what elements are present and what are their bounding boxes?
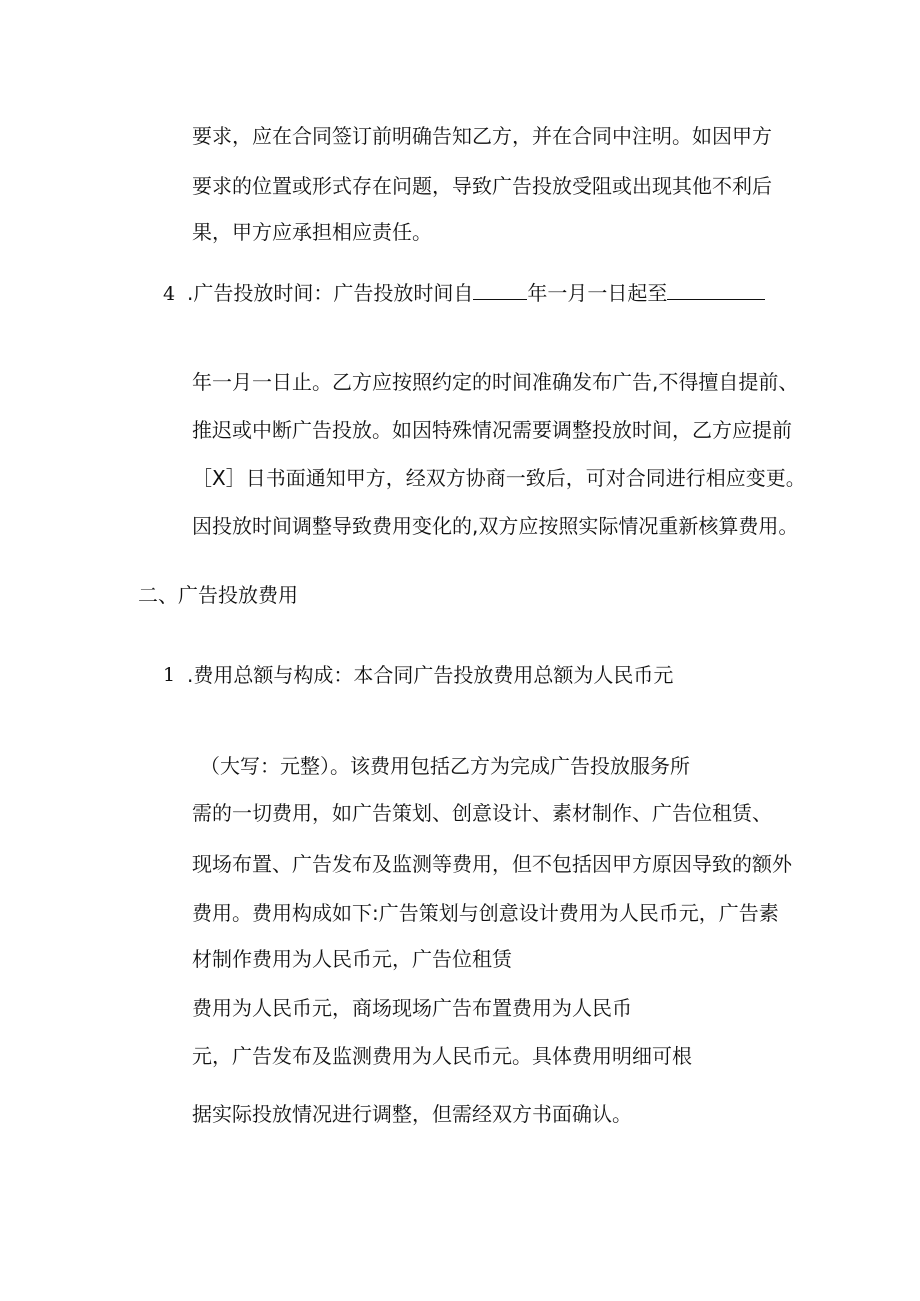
paragraph-line: 要求，应在合同签订前明确告知乙方，并在合同中注明。如因甲方 xyxy=(192,124,772,148)
paragraph-line: ［X］日书面通知甲方，经双方协商一致后，可对合同进行相应变更。 xyxy=(192,466,806,490)
fill-blank xyxy=(473,281,527,300)
item-number: 1 xyxy=(163,664,176,686)
item-4-heading-text-b: 年一月一日起至 xyxy=(527,281,668,305)
paragraph-line: 因投放时间调整导致费用变化的,双方应按照实际情况重新核算费用。 xyxy=(192,514,799,538)
paragraph-line: 年一月一日止。乙方应按照约定的时间准确发布广告,不得擅自提前、 xyxy=(192,370,799,394)
fill-blank xyxy=(667,281,765,300)
paragraph-line: 推迟或中断广告投放。如因特殊情况需要调整投放时间，乙方应提前 xyxy=(192,418,792,442)
item-1-heading: .费用总额与构成：本合同广告投放费用总额为人民币元 xyxy=(187,663,674,687)
paragraph-line: 现场布置、广告发布及监测等费用，但不包括因甲方原因导致的额外 xyxy=(192,852,792,876)
paragraph-line: 材制作费用为人民币元，广告位租赁 xyxy=(192,947,512,971)
item-4-heading-text-a: .广告投放时间：广告投放时间自 xyxy=(187,281,474,305)
paragraph-line: 果，甲方应承担相应责任。 xyxy=(192,220,432,244)
paragraph-line: 要求的位置或形式存在问题，导致广告投放受阻或出现其他不利后 xyxy=(192,174,772,198)
paragraph-line: 元，广告发布及监测费用为人民币元。具体费用明细可根 xyxy=(192,1044,692,1068)
paragraph-line: 费用。费用构成如下:广告策划与创意设计费用为人民币元，广告素 xyxy=(192,901,779,925)
section-title: 二、广告投放费用 xyxy=(138,583,298,607)
item-4-heading xyxy=(187,280,765,306)
paragraph-line: 据实际投放情况进行调整，但需经双方书面确认。 xyxy=(192,1102,632,1126)
item-number: 4 xyxy=(163,283,176,305)
paragraph-line: （大写：元整）。该费用包括乙方为完成广告投放服务所 xyxy=(200,754,690,778)
paragraph-line: 需的一切费用，如广告策划、创意设计、素材制作、广告位租赁、 xyxy=(192,801,772,825)
paragraph-line: 费用为人民币元，商场现场广告布置费用为人民币 xyxy=(192,996,632,1020)
